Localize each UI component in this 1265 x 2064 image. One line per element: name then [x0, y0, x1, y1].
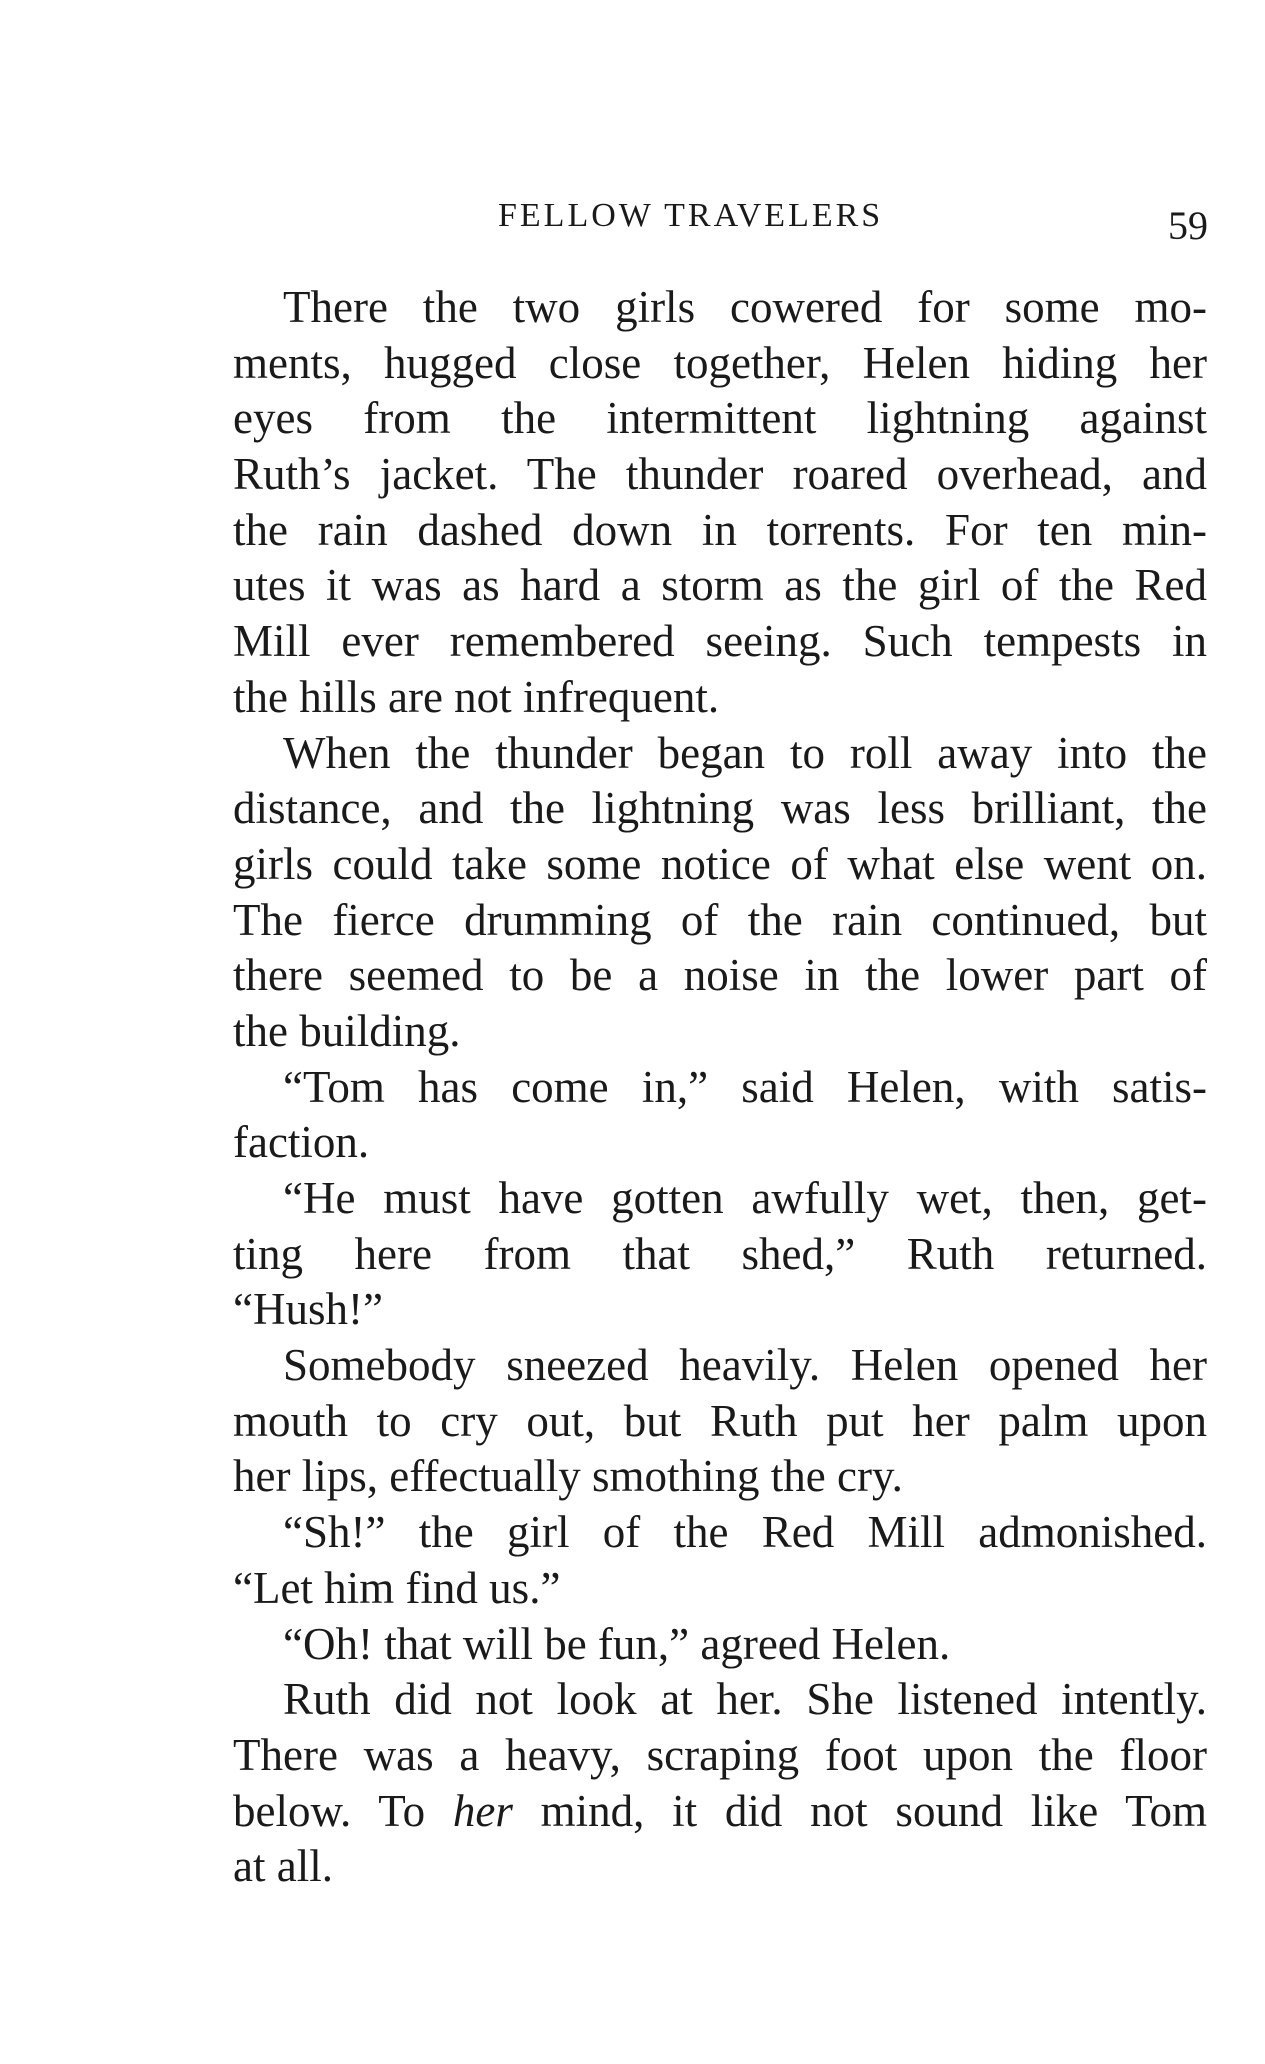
text-line: faction.: [233, 1117, 370, 1168]
text-line: mouth to cry out, but Ruth put her palm upon: [233, 1395, 1207, 1446]
text-line: eyes from the intermittent lightning against: [233, 393, 1207, 444]
body-text: [233, 280, 1207, 1895]
text-line: the hills are not infrequent.: [233, 671, 720, 722]
text-line: ting here from that shed,” Ruth returned.: [233, 1228, 1207, 1279]
text-line: Ruth’s jacket. The thunder roared overhead, and: [233, 449, 1207, 500]
text-line: “Sh!” the girl of the Red Mill admonished.: [283, 1507, 1207, 1558]
text-line: “Let him find us.”: [233, 1562, 561, 1613]
running-head: [0, 196, 1265, 256]
text-line: ments, hugged close together, Helen hiding her: [233, 337, 1207, 388]
text-line: There was a heavy, scraping foot upon the floor: [233, 1729, 1207, 1780]
italic-word: her: [452, 1785, 513, 1836]
text-line: the building.: [233, 1005, 461, 1056]
text-line: Mill ever remembered seeing. Such tempests in: [233, 616, 1207, 667]
text-line: girls could take some notice of what else went on.: [233, 838, 1207, 889]
text-line: her lips, effectually smothing the cry.: [233, 1451, 903, 1502]
text-line: “He must have gotten awfully wet, then, get-: [283, 1173, 1207, 1223]
text-line: distance, and the lightning was less brilliant, the: [233, 783, 1207, 834]
text-line: Ruth did not look at her. She listened intently.: [283, 1674, 1207, 1725]
text-line: at all.: [233, 1841, 333, 1892]
text-line: “Oh! that will be fun,” agreed Helen.: [283, 1618, 951, 1669]
text-line: There the two girls cowered for some mo-: [283, 282, 1207, 332]
text-fragment: mind, it did not sound like Tom: [512, 1785, 1207, 1836]
text-line: When the thunder began to roll away into the: [283, 727, 1207, 778]
text-line: “Tom has come in,” said Helen, with satis-: [283, 1061, 1207, 1112]
text-line: Somebody sneezed heavily. Helen opened her: [283, 1340, 1207, 1391]
page-number: 59: [1168, 203, 1208, 248]
text-fragment: below. To: [233, 1785, 453, 1836]
text-line: The fierce drumming of the rain continued, but: [233, 894, 1207, 945]
chapter-title: FELLOW TRAVELERS: [498, 197, 884, 234]
text-line: the rain dashed down in torrents. For ten min-: [233, 504, 1207, 555]
text-line: utes it was as hard a storm as the girl of the Red: [233, 560, 1207, 611]
text-line: “Hush!”: [233, 1284, 383, 1335]
text-line-with-italic: [233, 1784, 1207, 1840]
text-line: there seemed to be a noise in the lower part of: [233, 950, 1207, 1001]
